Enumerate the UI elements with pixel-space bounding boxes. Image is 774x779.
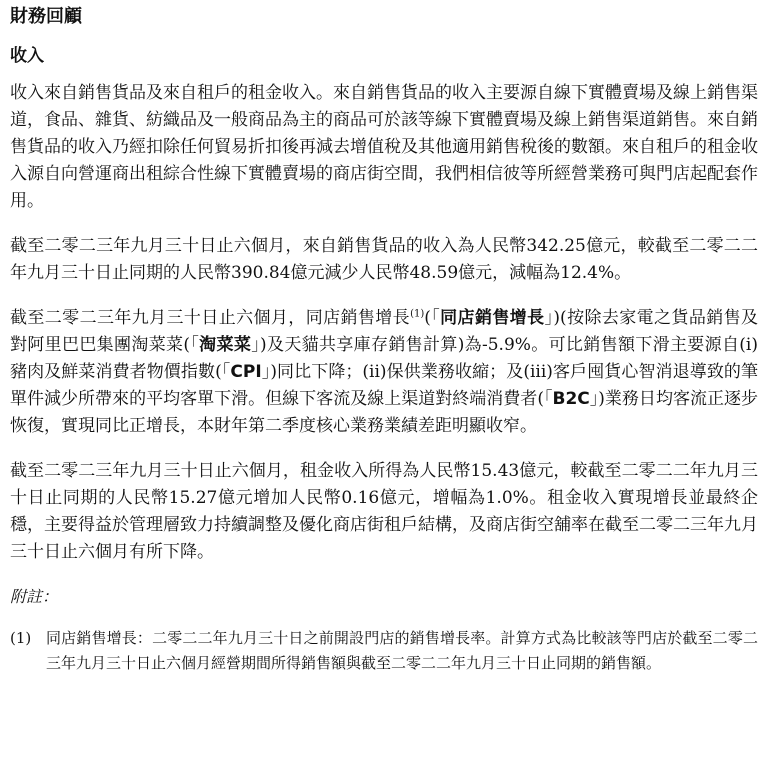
para3-text-3: 」)(按除去家電之貨品銷售及對阿里巴巴集團淘菜菜(「 — [10, 308, 759, 355]
note-number: (1) — [10, 629, 32, 647]
para3-text-6: 」)業務日均客流正逐步恢復，實現同比正增長，本財年第二季度核心業務業績差距明顯收窄。 — [10, 389, 758, 436]
term-same-store-sales: 同店銷售增長 — [440, 308, 545, 328]
paragraph-goods-revenue: 截至二零二三年九月三十日止六個月，來自銷售貨品的收入為人民幣342.25億元，較截至二零二二年九月三十日止同期的人民幣390.84億元減少人民幣48.59億元，減幅為12.4%。 — [10, 236, 758, 283]
paragraph-same-store-sales — [10, 305, 758, 440]
section-subheading: 收入 — [10, 46, 44, 66]
paragraph-revenue-sources: 收入來自銷售貨品及來自租戶的租金收入。來自銷售貨品的收入主要源自線下實體賣場及線上銷售渠道，食品、雜貨、紡織品及一般商品為主的商品可於該等線下實體賣場及線上銷售渠道銷售。來自銷售貨品的收入乃經扣除任何貿易折扣後再減去增值稅及其他適用銷售稅後的數額。來自租戶的租金收入源自向營運商出租綜合性線下實體賣場的商店街空間，我們相信彼等所經營業務可與門店起配套作用。 — [10, 83, 758, 211]
term-cpi: CPI — [230, 362, 262, 382]
note-text: 同店銷售增長：二零二二年九月三十日之前開設門店的銷售增長率。計算方式為比較該等門店於截至二零二三年九月三十日止六個月經營期間所得銷售額與截至二零二二年九月三十日止同期的銷售額。 — [46, 629, 758, 672]
term-taocaicai: 淘菜菜 — [199, 335, 252, 355]
note-item — [10, 626, 758, 676]
para3-text-2: (「 — [424, 308, 441, 328]
term-b2c: B2C — [552, 389, 590, 409]
paragraph-rental-income: 截至二零二三年九月三十日止六個月，租金收入所得為人民幣15.43億元，較截至二零二二年九月三十日止同期的人民幣15.27億元增加人民幣0.16億元，增幅為1.0%。租金收入實現增長並最終企穩，主要得益於管理層致力持續調整及優化商店街租戶結構，及商店街空舖率在截至二零二三年九月三十日止六個月有所下降。 — [10, 461, 758, 562]
section-heading: 財務回顧 — [10, 6, 82, 27]
footnote-ref: (1) — [410, 308, 425, 320]
notes-title: 附註： — [10, 587, 59, 606]
para3-text-4: 」)及天貓共享庫存銷售計算)為-5.9%。可比銷售額下滑主要源自(i)豬肉及鮮菜消費者物價指數(「 — [10, 335, 758, 382]
para3-text-5: 」)同比下降；(ii)保供業務收縮；及(iii)客戶囤貨心智消退導致的筆單件減少所帶來的平均客單下滑。但線下客流及線上渠道對終端消費者(「 — [10, 362, 758, 409]
para3-text-1: 截至二零二三年九月三十日止六個月，同店銷售增長 — [10, 308, 411, 328]
